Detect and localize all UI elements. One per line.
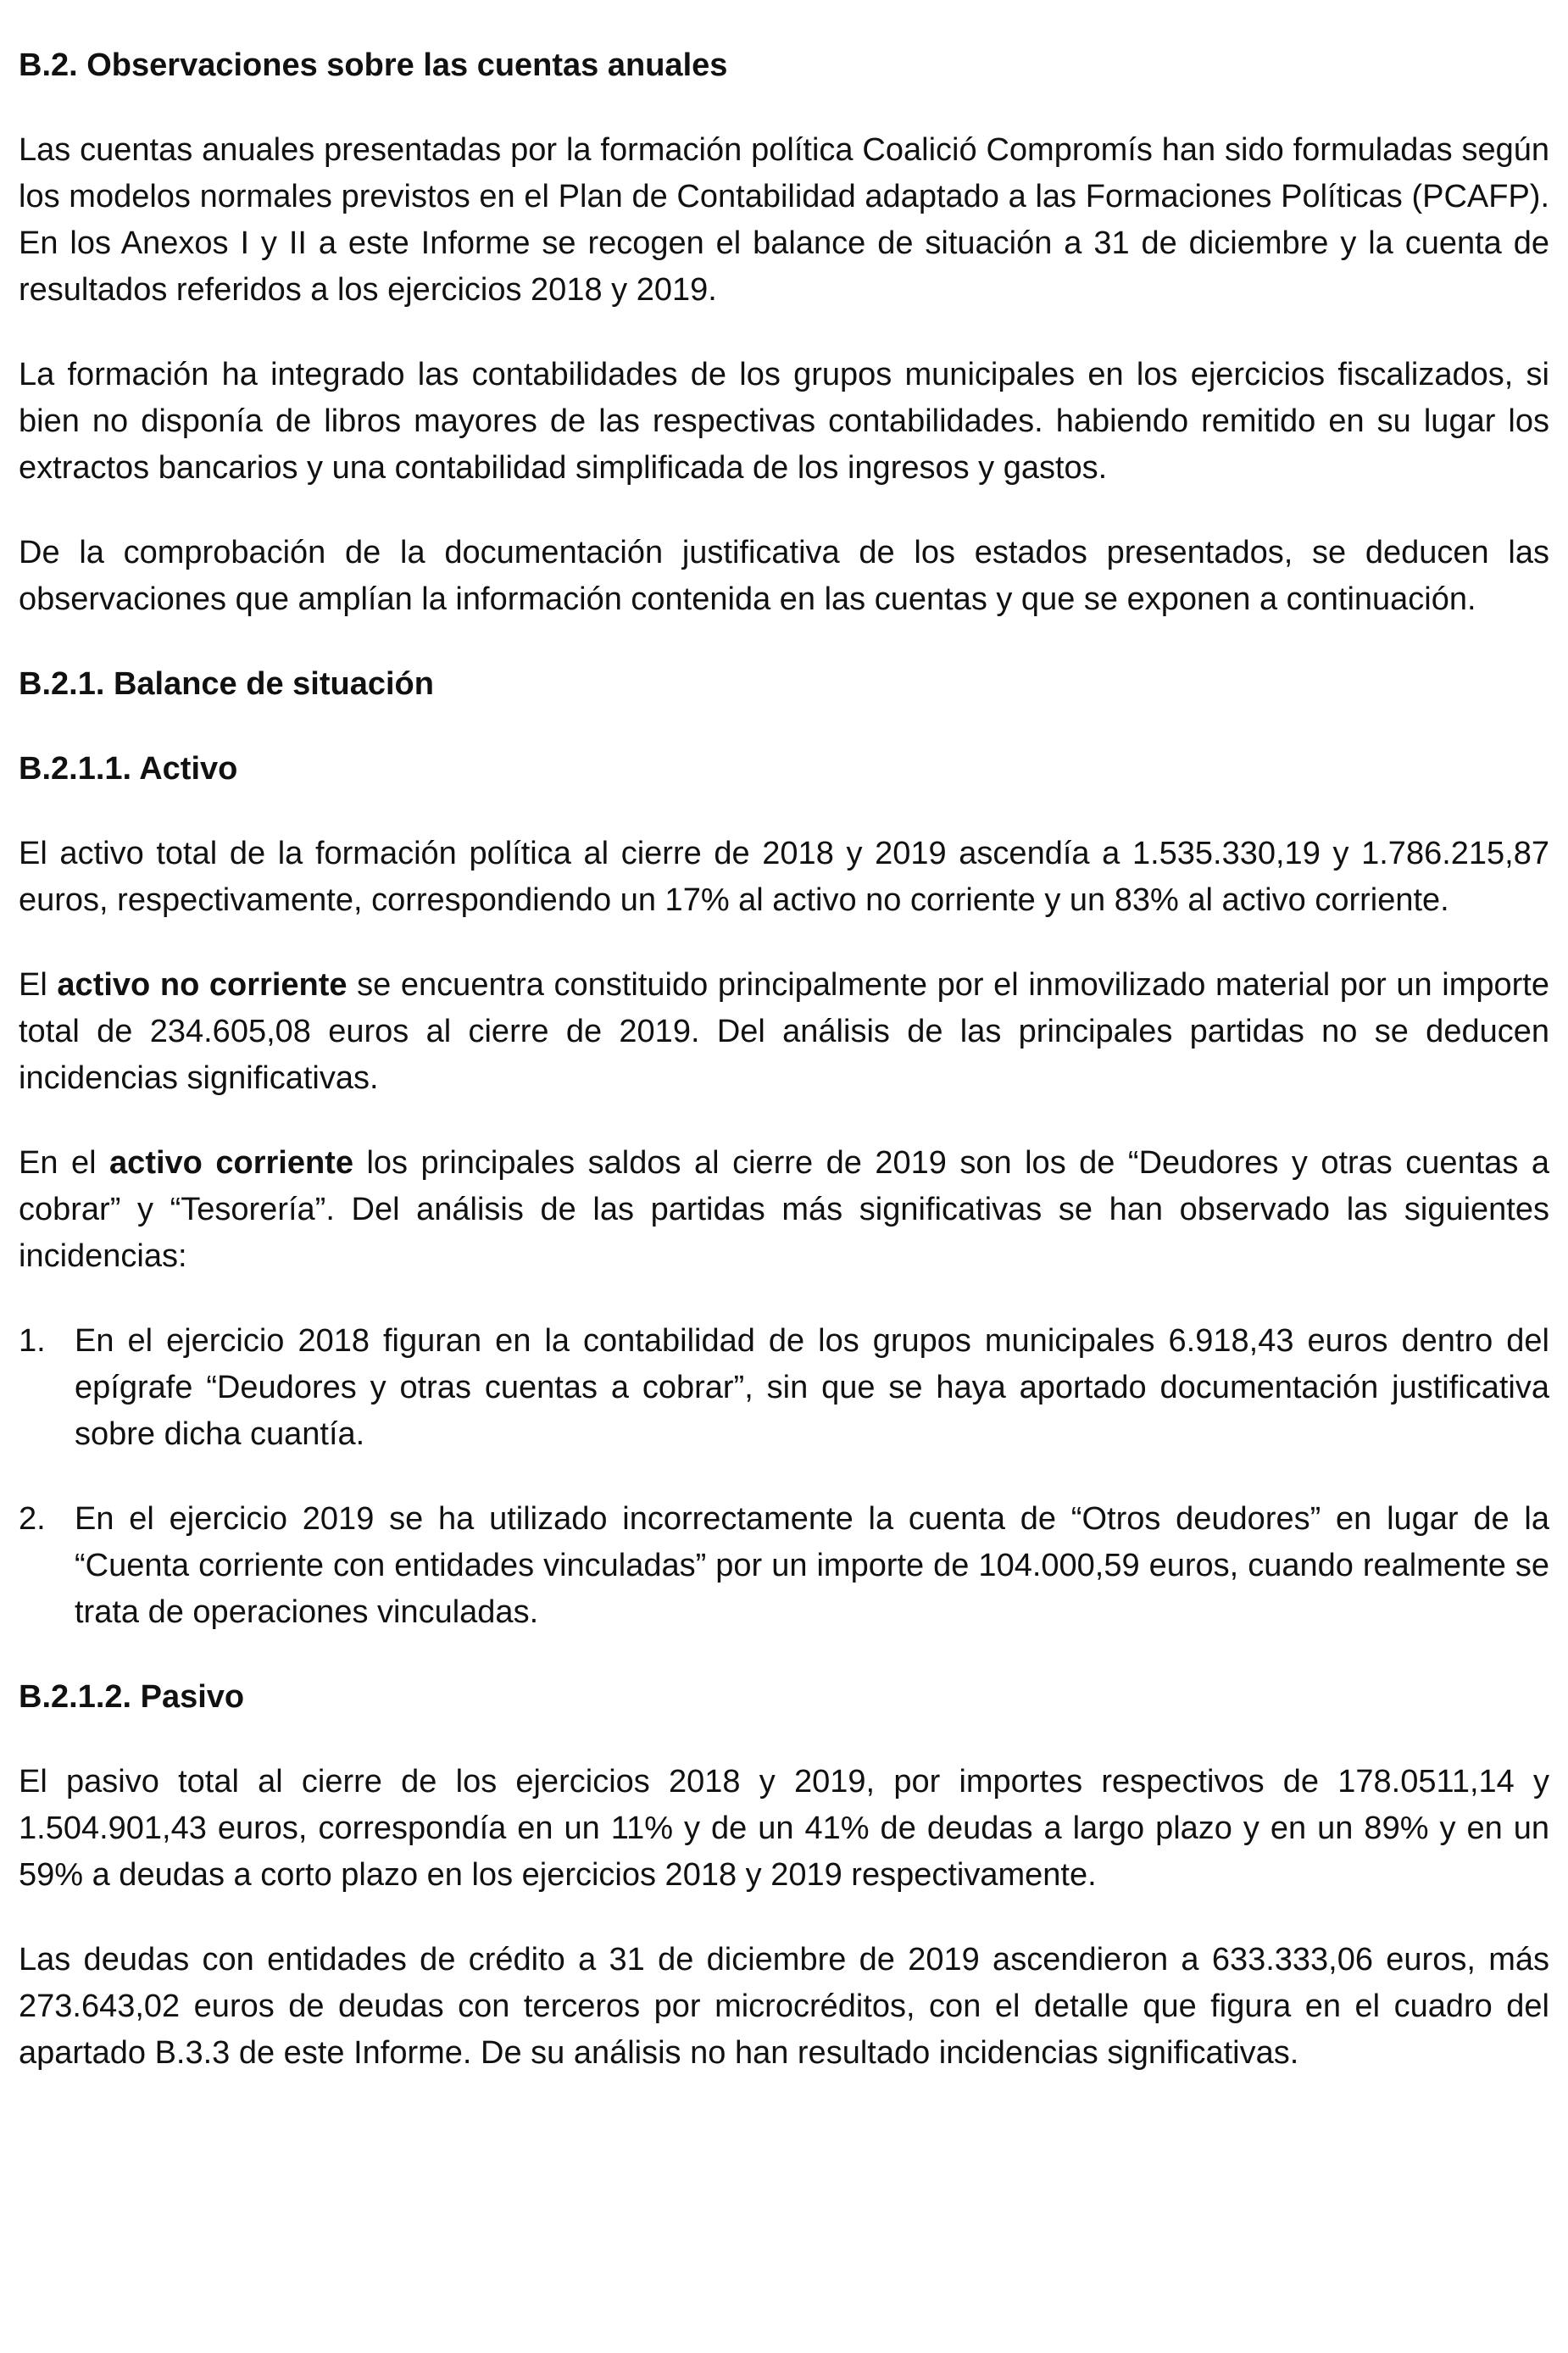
intro-paragraph-1: Las cuentas anuales presentadas por la formación política Coalició Compromís han sido formuladas según los modelos normales previstos en el Plan de Contabilidad adaptado a las Formaciones Políticas (PCAFP). En los Anexos I y II a este Informe se recogen el balance de situación a 31 de diciembre y la cuenta de resultados referidos a los ejercicios 2018 y 2019. [19, 132, 1549, 308]
activo-paragraph-2-rest: se encuentra constituido principalmente por el inmovilizado material por un importe total de 234.605,08 euros al cierre de 2019. Del análisis de las principales partidas no se deducen incidencias significativas. [19, 967, 1549, 1096]
list-item [19, 1318, 1549, 1458]
activo-paragraph-2-lead: El [19, 967, 58, 1003]
activo-paragraph-3-rest: los principales saldos al cierre de 2019 son los de “Deudores y otras cuentas a cobrar” y “Tesorería”. Del análisis de las partidas más significativas se han observado las siguientes incidencias: [19, 1145, 1550, 1274]
balance-heading: B.2.1. Balance de situación [19, 666, 434, 702]
pasivo-heading: B.2.1.2. Pasivo [19, 1679, 245, 1715]
activo-no-corriente-term: activo no corriente [57, 967, 348, 1003]
document-page [19, 42, 1549, 2077]
intro-paragraph-3: De la comprobación de la documentación justificativa de los estados presentados, se deducen las observaciones que amplían la información contenida en las cuentas y que se exponen a continuación. [19, 535, 1549, 617]
activo-paragraph-1: El activo total de la formación política al cierre de 2018 y 2019 ascendía a 1.535.330,19 y 1.786.215,87 euros, respectivamente, correspondiendo un 17% al activo no corriente y un 83% al activo corriente. [19, 836, 1549, 918]
activo-corriente-paragraph [19, 1140, 1549, 1280]
list-item-text: En el ejercicio 2018 figuran en la contabilidad de los grupos municipales 6.918,43 euros dentro del epígrafe “Deudores y otras cuentas a cobrar”, sin que se haya aportado documentación justificativa sobre dicha cuantía. [75, 1323, 1549, 1452]
pasivo-paragraph-2: Las deudas con entidades de crédito a 31 de diciembre de 2019 ascendieron a 633.333,06 euros, más 273.643,02 euros de deudas con terceros por microcréditos, con el detalle que figura en el cuadro del apartado B.3.3 de este Informe. De su análisis no han resultado incidencias significativas. [19, 1942, 1549, 2071]
activo-corriente-term: activo corriente [109, 1145, 353, 1181]
intro-paragraph-2: La formación ha integrado las contabilidades de los grupos municipales en los ejercicios fiscalizados, si bien no disponía de libros mayores de las respectivas contabilidades. habiendo remitido en su lugar los extractos bancarios y una contabilidad simplificada de los ingresos y gastos. [19, 357, 1549, 486]
list-item-number: 1. [19, 1323, 46, 1359]
activo-heading: B.2.1.1. Activo [19, 751, 238, 787]
list-item [19, 1496, 1549, 1636]
activo-no-corriente-paragraph [19, 962, 1549, 1102]
incidencias-list [19, 1318, 1549, 1636]
section-title: B.2. Observaciones sobre las cuentas anuales [19, 47, 728, 83]
list-item-number: 2. [19, 1501, 46, 1537]
list-item-text: En el ejercicio 2019 se ha utilizado incorrectamente la cuenta de “Otros deudores” en lugar de la “Cuenta corriente con entidades vinculadas” por un importe de 104.000,59 euros, cuando realmente se trata de operaciones vinculadas. [75, 1501, 1549, 1630]
pasivo-paragraph-1: El pasivo total al cierre de los ejercicios 2018 y 2019, por importes respectivos de 178.0511,14 y 1.504.901,43 euros, correspondía en un 11% y de un 41% de deudas a largo plazo y en un 89% y en un 59% a deudas a corto plazo en los ejercicios 2018 y 2019 respectivamente. [19, 1764, 1549, 1893]
activo-paragraph-3-lead: En el [19, 1145, 110, 1181]
